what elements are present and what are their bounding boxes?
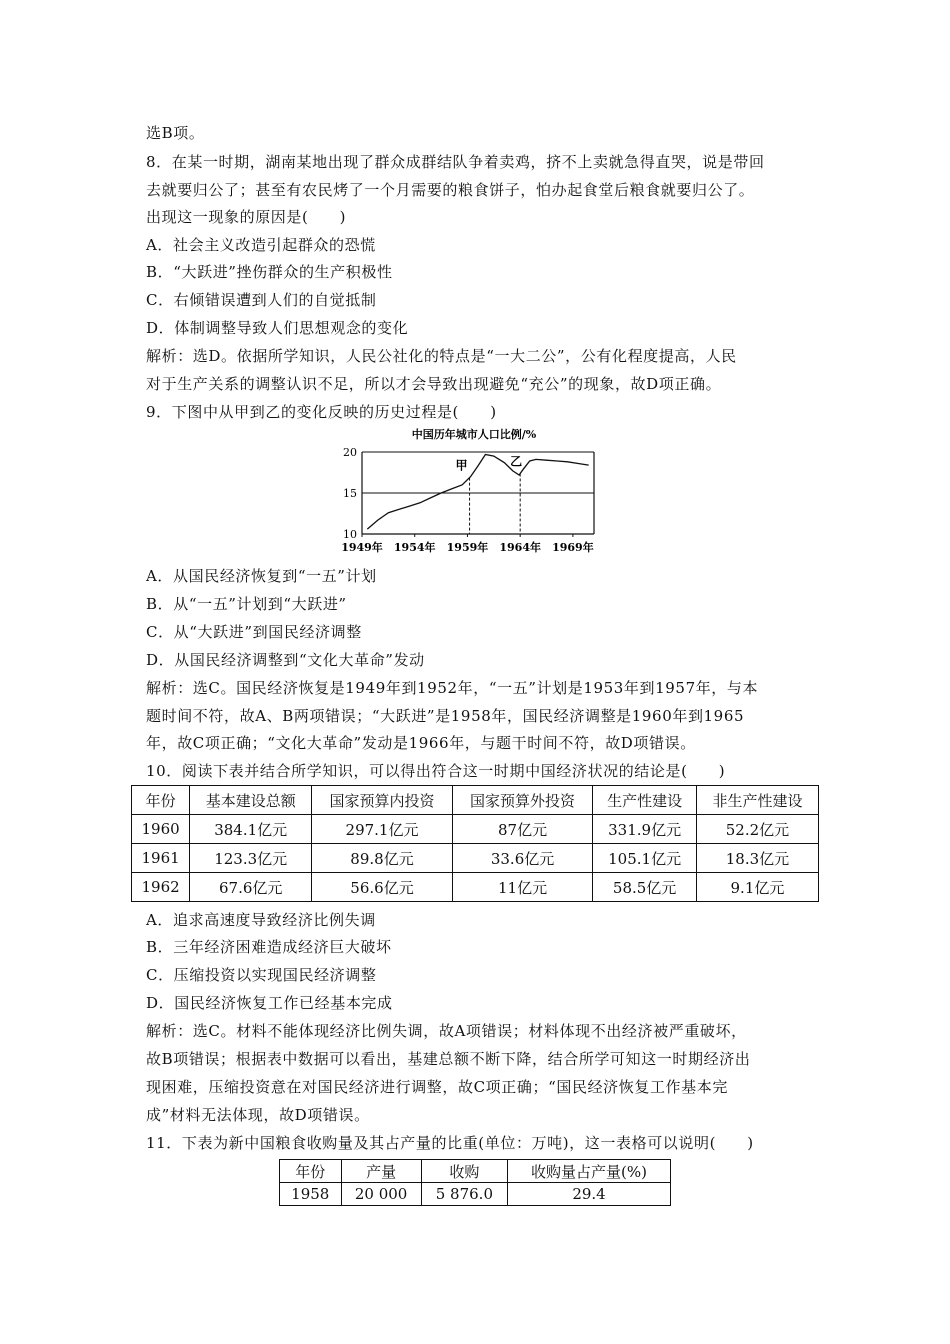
- table-header-cell: 收购: [421, 1160, 507, 1183]
- option-b: B．“大跃进”挫伤群众的生产积极性: [146, 263, 393, 281]
- table-cell: 1958: [280, 1183, 342, 1206]
- question-11-stem: 11．下表为新中国粮食收购量及其占产量的比重(单位：万吨)，这一表格可以说明( ): [146, 1134, 754, 1152]
- table-cell: 297.1亿元: [312, 815, 453, 844]
- chart-x-tick-label: 1949年: [341, 541, 383, 554]
- table-row: [132, 873, 819, 902]
- table-cell: 384.1亿元: [190, 815, 312, 844]
- table-header-cell: 非生产性建设: [696, 786, 818, 815]
- text-line: 出现这一现象的原因是( ): [146, 208, 347, 226]
- option-a: A．从国民经济恢复到“一五”计划: [146, 567, 377, 585]
- table-header-row: [280, 1160, 671, 1183]
- analysis-line: 解析：选D。依据所学知识，人民公社化的特点是“一大二公”，公有化程度提高，人民: [146, 347, 737, 365]
- option-c: C．右倾错误遭到人们的自觉抵制: [146, 291, 377, 309]
- chart-annotation-label: 乙: [510, 454, 523, 469]
- table-cell: 89.8亿元: [312, 844, 453, 873]
- table-cell: 9.1亿元: [696, 873, 818, 902]
- table-header-cell: 年份: [280, 1160, 342, 1183]
- chart-y-ticks: [343, 446, 357, 541]
- table-header-cell: 国家预算内投资: [312, 786, 453, 815]
- table-cell: 87亿元: [452, 815, 593, 844]
- table-cell: 67.6亿元: [190, 873, 312, 902]
- option-c: C．从“大跃进”到国民经济调整: [146, 623, 362, 641]
- question-9-stem: 9．下图中从甲到乙的变化反映的历史过程是( ): [146, 403, 497, 421]
- analysis-line: 故B项错误；根据表中数据可以看出，基建总额不断下降，结合所学可知这一时期经济出: [146, 1050, 751, 1068]
- option-d: D．国民经济恢复工作已经基本完成: [146, 994, 393, 1012]
- chart-x-tick-label: 1964年: [499, 541, 541, 554]
- table-cell: 29.4: [508, 1183, 671, 1206]
- table-header-row: [132, 786, 819, 815]
- analysis-line: 现困难，压缩投资意在对国民经济进行调整，故C项正确；“国民经济恢复工作基本完: [146, 1078, 728, 1096]
- investment-table: [131, 785, 819, 902]
- chart-x-tick-label: 1954年: [393, 541, 436, 554]
- table-cell: 56.6亿元: [312, 873, 453, 902]
- chart-y-tick-label: 20: [343, 446, 357, 459]
- option-b: B．从“一五”计划到“大跃进”: [146, 595, 347, 613]
- table-cell: 11亿元: [452, 873, 593, 902]
- table-cell: 1961: [132, 844, 190, 873]
- analysis-line: 解析：选C。材料不能体现经济比例失调，故A项错误；材料体现不出经济被严重破坏，: [146, 1022, 747, 1040]
- grain-table: [279, 1159, 671, 1206]
- table-cell: 20 000: [341, 1183, 421, 1206]
- table-row: [132, 815, 819, 844]
- chart-reference-lines: [470, 474, 521, 534]
- chart-gridlines: [362, 452, 594, 493]
- option-a: A．社会主义改造引起群众的恐慌: [146, 236, 376, 254]
- option-b: B．三年经济困难造成经济巨大破坏: [146, 938, 392, 956]
- table-header-cell: 生产性建设: [593, 786, 697, 815]
- option-c: C．压缩投资以实现国民经济调整: [146, 966, 377, 984]
- table-header-cell: 年份: [132, 786, 190, 815]
- chart-x-tick-label: 1959年: [446, 541, 489, 554]
- table-cell: 18.3亿元: [696, 844, 818, 873]
- chart-x-tick-label: 1969年: [552, 541, 594, 554]
- text-line: 选B项。: [146, 124, 205, 142]
- table-row: [132, 844, 819, 873]
- table-header-cell: 国家预算外投资: [452, 786, 593, 815]
- table-cell: 5 876.0: [421, 1183, 507, 1206]
- table-cell: 1960: [132, 815, 190, 844]
- table-cell: 33.6亿元: [452, 844, 593, 873]
- table-cell: 331.9亿元: [593, 815, 697, 844]
- option-d: D．体制调整导致人们思想观念的变化: [146, 319, 409, 337]
- table-cell: 105.1亿元: [593, 844, 697, 873]
- chart-series-line: [367, 455, 588, 530]
- table-header-cell: 收购量占产量(%): [508, 1160, 671, 1183]
- question-10-stem: 10．阅读下表并结合所学知识，可以得出符合这一时期中国经济状况的结论是( ): [146, 762, 726, 780]
- table-header-cell: 产量: [341, 1160, 421, 1183]
- option-a: A．追求高速度导致经济比例失调: [146, 911, 376, 929]
- urban-population-chart: [340, 423, 612, 563]
- analysis-line: 题时间不符，故A、B两项错误；“大跃进”是1958年，国民经济调整是1960年到1965: [146, 707, 745, 725]
- analysis-line: 成”材料无法体现，故D项错误。: [146, 1106, 370, 1124]
- question-8-stem: 8．在某一时期，湖南某地出现了群众成群结队争着卖鸡，挤不上卖就急得直哭，说是带回: [146, 153, 765, 171]
- table-cell: 52.2亿元: [696, 815, 818, 844]
- analysis-line: 解析：选C。国民经济恢复是1949年到1952年，“一五”计划是1953年到1957年，与本: [146, 679, 759, 697]
- table-cell: 123.3亿元: [190, 844, 312, 873]
- analysis-line: 对于生产关系的调整认识不足，所以才会导致出现避免“充公”的现象，故D项正确。: [146, 375, 722, 393]
- chart-y-tick-label: 15: [343, 487, 357, 500]
- option-d: D．从国民经济调整到“文化大革命”发动: [146, 651, 425, 669]
- chart-y-tick-label: 10: [343, 528, 357, 541]
- table-cell: 58.5亿元: [593, 873, 697, 902]
- chart-annotation-label: 甲: [455, 458, 468, 473]
- chart-x-ticks: [341, 534, 594, 554]
- chart-title: 中国历年城市人口比例/%: [411, 428, 537, 441]
- analysis-line: 年，故C项正确；“文化大革命”发动是1966年，与题干时间不符，故D项错误。: [146, 734, 696, 752]
- table-header-cell: 基本建设总额: [190, 786, 312, 815]
- table-cell: 1962: [132, 873, 190, 902]
- table-row: [280, 1183, 671, 1206]
- text-line: 去就要归公了；甚至有农民烤了一个月需要的粮食饼子，怕办起食堂后粮食就要归公了。: [146, 181, 755, 199]
